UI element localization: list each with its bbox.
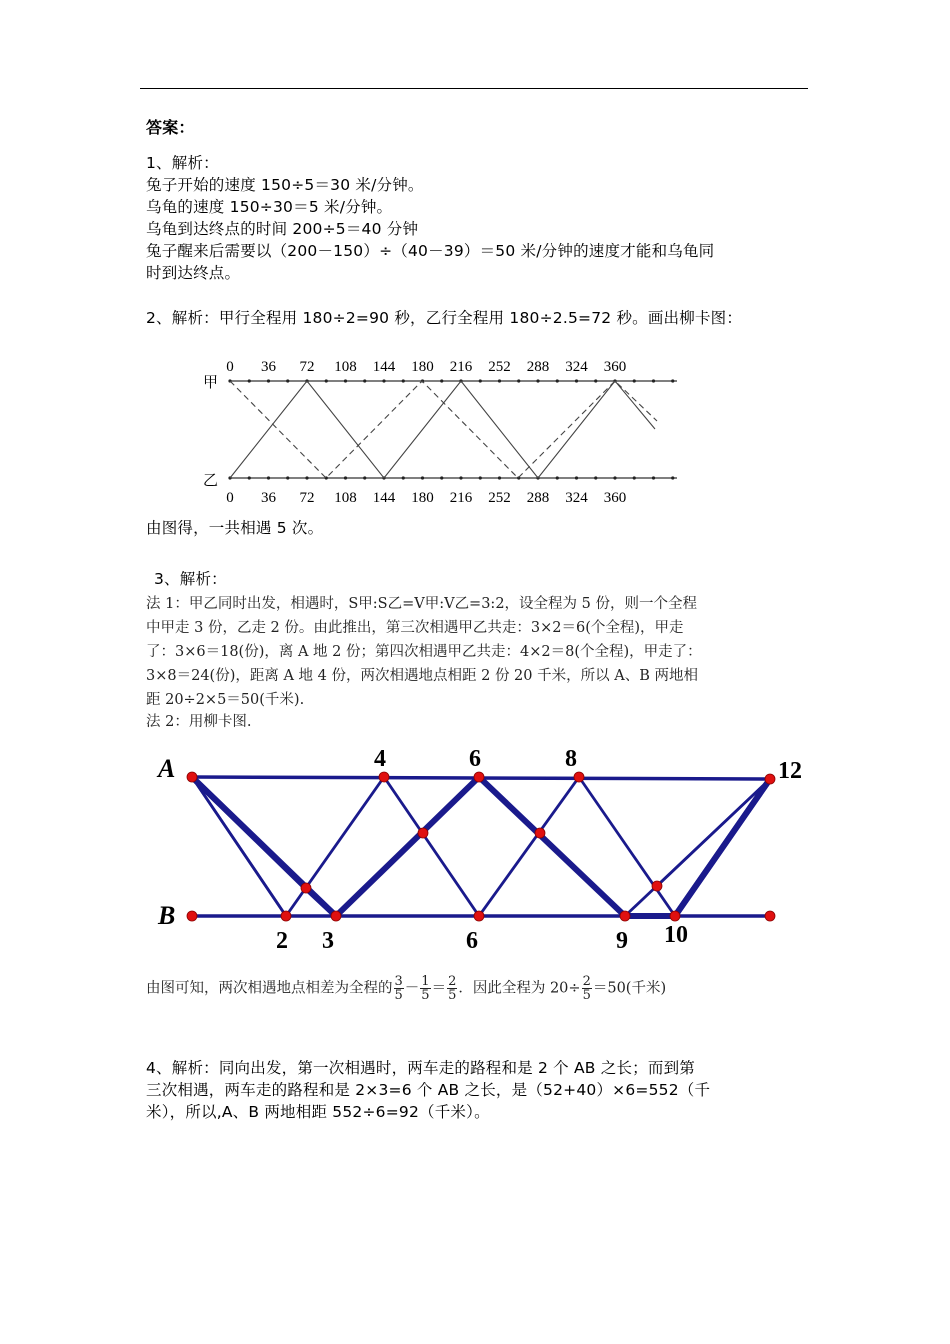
thick-path	[192, 777, 770, 916]
yi-label: 乙	[203, 471, 219, 489]
axis-dot	[517, 379, 520, 382]
q3-method1-line: 中甲走 3 份，乙走 2 份。由此推出，第三次相遇甲乙共走：3×2＝6(个全程)，甲走	[146, 620, 684, 636]
axis-dot	[440, 476, 443, 479]
bottom-number: 2	[276, 928, 288, 954]
axis-dot	[363, 379, 366, 382]
bottom-number: 6	[466, 928, 478, 954]
axis-dot	[402, 379, 405, 382]
axis-dot	[536, 379, 539, 382]
axis-dot	[286, 476, 289, 479]
meeting-dot	[670, 911, 680, 921]
fraction-1-5: $\frac{1}{5}$	[421, 974, 430, 1003]
meeting-dot	[474, 911, 484, 921]
axis-dot	[575, 379, 578, 382]
axis-dot	[363, 476, 366, 479]
yi-path	[230, 381, 657, 478]
axis-dot	[421, 476, 424, 479]
bottom-number: 9	[616, 928, 628, 954]
fraction-3-5: $\frac{3}{5}$	[394, 974, 403, 1003]
q4-line: 三次相遇，两车走的路程和是 2×3=6 个 AB 之长，是（52+40）×6=552（千	[146, 1081, 711, 1099]
jia-label: 甲	[203, 373, 219, 391]
q4-line: 4、解析：同向出发，第一次相遇时，两车走的路程和是 2 个 AB 之长；而到第	[146, 1059, 695, 1077]
bottom-number: 10	[664, 922, 688, 948]
fraction-2-5b: $\frac{2}{5}$	[582, 974, 591, 1003]
axis-dot	[652, 476, 655, 479]
q4-line: 米），所以,A、B 两地相距 552÷6=92（千米）。	[146, 1103, 490, 1121]
meeting-dot	[187, 772, 197, 782]
axis-dot	[671, 476, 674, 479]
q3-method1-line: 了：3×6＝18(份)，离 A 地 2 份；第四次相遇甲乙共走：4×2＝8(个全程)，甲走了：	[146, 644, 702, 660]
top-number: 4	[374, 746, 386, 772]
q1-line: 兔子开始的速度 150÷5＝30 米/分钟。	[146, 176, 424, 194]
q2-conclusion: 由图得，一共相遇 5 次。	[146, 519, 324, 537]
top-tick-label: 216	[449, 359, 473, 375]
header-rule	[140, 88, 808, 89]
top-tick-label: 180	[411, 359, 434, 375]
meeting-dot	[301, 883, 311, 893]
meeting-dot	[331, 911, 341, 921]
top-number: 6	[469, 746, 481, 772]
bottom-tick-label: 144	[372, 490, 396, 506]
bottom-tick-label: 216	[449, 490, 473, 506]
q3-method2: 法 2：用柳卡图.	[146, 714, 252, 730]
axis-dot	[556, 476, 559, 479]
top-tick-label: 0	[226, 359, 234, 375]
meeting-dot	[281, 911, 291, 921]
axis-dot	[671, 379, 674, 382]
top-tick-label: 144	[372, 359, 396, 375]
top-number: 12	[778, 758, 802, 784]
axis-dot	[652, 379, 655, 382]
q1-line: 兔子醒来后需要以（200－150）÷（40－39）＝50 米/分钟的速度才能和乌龟同	[146, 242, 715, 260]
axis-dot	[594, 476, 597, 479]
q3-conclusion: 由图可知，两次相遇地点相差为全程的 $\frac{3}{5}$ － $\frac{1}{5}$ ＝ $\frac{2}{5}$ ．因此全程为 20÷ $\frac{2}{5}$ ＝50(千米)	[146, 974, 667, 1003]
bottom-tick-label: 288	[526, 490, 550, 506]
bottom-tick-label: 180	[411, 490, 434, 506]
top-tick-label: 252	[488, 359, 511, 375]
meeting-dot	[535, 828, 545, 838]
axis-dot	[498, 476, 501, 479]
A-label: A	[158, 754, 176, 783]
bottom-tick-label: 0	[226, 490, 234, 506]
axis-dot	[267, 476, 270, 479]
meeting-dot	[765, 911, 775, 921]
meeting-dot	[474, 772, 484, 782]
axis-dot	[613, 476, 616, 479]
meeting-dot	[620, 911, 630, 921]
axis-dot	[575, 476, 578, 479]
axis-dot	[498, 379, 501, 382]
axis-dot	[344, 379, 347, 382]
top-tick-label: 108	[334, 359, 357, 375]
answer-heading: 答案：	[146, 118, 195, 137]
q3-liuka-diagram	[150, 740, 820, 960]
bottom-number: 3	[322, 928, 334, 954]
axis-dot	[633, 379, 636, 382]
meeting-dot	[765, 774, 775, 784]
conclusion-prefix: 由图可知，两次相遇地点相差为全程的	[146, 980, 393, 997]
axis-dot	[286, 379, 289, 382]
q3-method1-line: 距 20÷2×5＝50(千米).	[146, 692, 305, 708]
q2-liuka-chart	[195, 345, 685, 510]
bottom-tick-label: 360	[603, 490, 627, 506]
axis-dot	[479, 379, 482, 382]
axis-dot	[594, 379, 597, 382]
axis-dot	[267, 379, 270, 382]
q1-line: 1、解析：	[146, 154, 219, 172]
thin-path	[192, 777, 770, 916]
axis-dot	[344, 476, 347, 479]
top-tick-label: 324	[565, 359, 588, 375]
q3-method1-line: 3×8＝24(份)，距离 A 地 4 份，两次相遇地点相距 2 份 20 千米，所以 A、B 两地相	[146, 668, 698, 684]
axis-dot	[248, 379, 251, 382]
axis-dot	[305, 476, 308, 479]
top-tick-label: 288	[526, 359, 550, 375]
jia-path	[230, 381, 655, 478]
meeting-dot	[574, 772, 584, 782]
axis-dot	[402, 476, 405, 479]
axis-dot	[633, 476, 636, 479]
q1-line: 乌龟的速度 150÷30＝5 米/分钟。	[146, 198, 393, 216]
meeting-dot	[187, 911, 197, 921]
axis-dot	[325, 379, 328, 382]
bottom-tick-label: 36	[261, 490, 276, 506]
q3-method1-line: 法 1：甲乙同时出发，相遇时，S甲:S乙=V甲:V乙=3:2，设全程为 5 份，则一个全程	[146, 596, 697, 612]
bottom-tick-label: 252	[488, 490, 511, 506]
meeting-dot	[652, 881, 662, 891]
axis-dot	[479, 476, 482, 479]
top-tick-label: 36	[261, 359, 276, 375]
bottom-tick-label: 72	[299, 490, 315, 506]
top-tick-label: 360	[603, 359, 627, 375]
axis-dot	[382, 379, 385, 382]
conclusion-mid: ．因此全程为 20÷	[458, 980, 581, 997]
axis-dot	[556, 379, 559, 382]
q3-heading: 3、解析：	[154, 570, 227, 588]
meeting-dot	[418, 828, 428, 838]
axis-dot	[248, 476, 251, 479]
q2-intro: 2、解析：甲行全程用 180÷2=90 秒，乙行全程用 180÷2.5=72 秒。画出柳卡图：	[146, 309, 743, 327]
conclusion-suffix: ＝50(千米)	[592, 980, 667, 997]
top-tick-label: 72	[299, 359, 315, 375]
bottom-tick-label: 324	[565, 490, 588, 506]
axis-dot	[459, 476, 462, 479]
bottom-tick-label: 108	[334, 490, 357, 506]
fraction-2-5: $\frac{2}{5}$	[448, 974, 457, 1003]
q1-line: 乌龟到达终点的时间 200÷5＝40 分钟	[146, 220, 419, 238]
meeting-dot	[379, 772, 389, 782]
axis-dot	[440, 379, 443, 382]
B-label: B	[158, 901, 176, 930]
path-2	[192, 777, 770, 916]
top-number: 8	[565, 746, 577, 772]
q1-line: 时到达终点。	[146, 264, 241, 282]
